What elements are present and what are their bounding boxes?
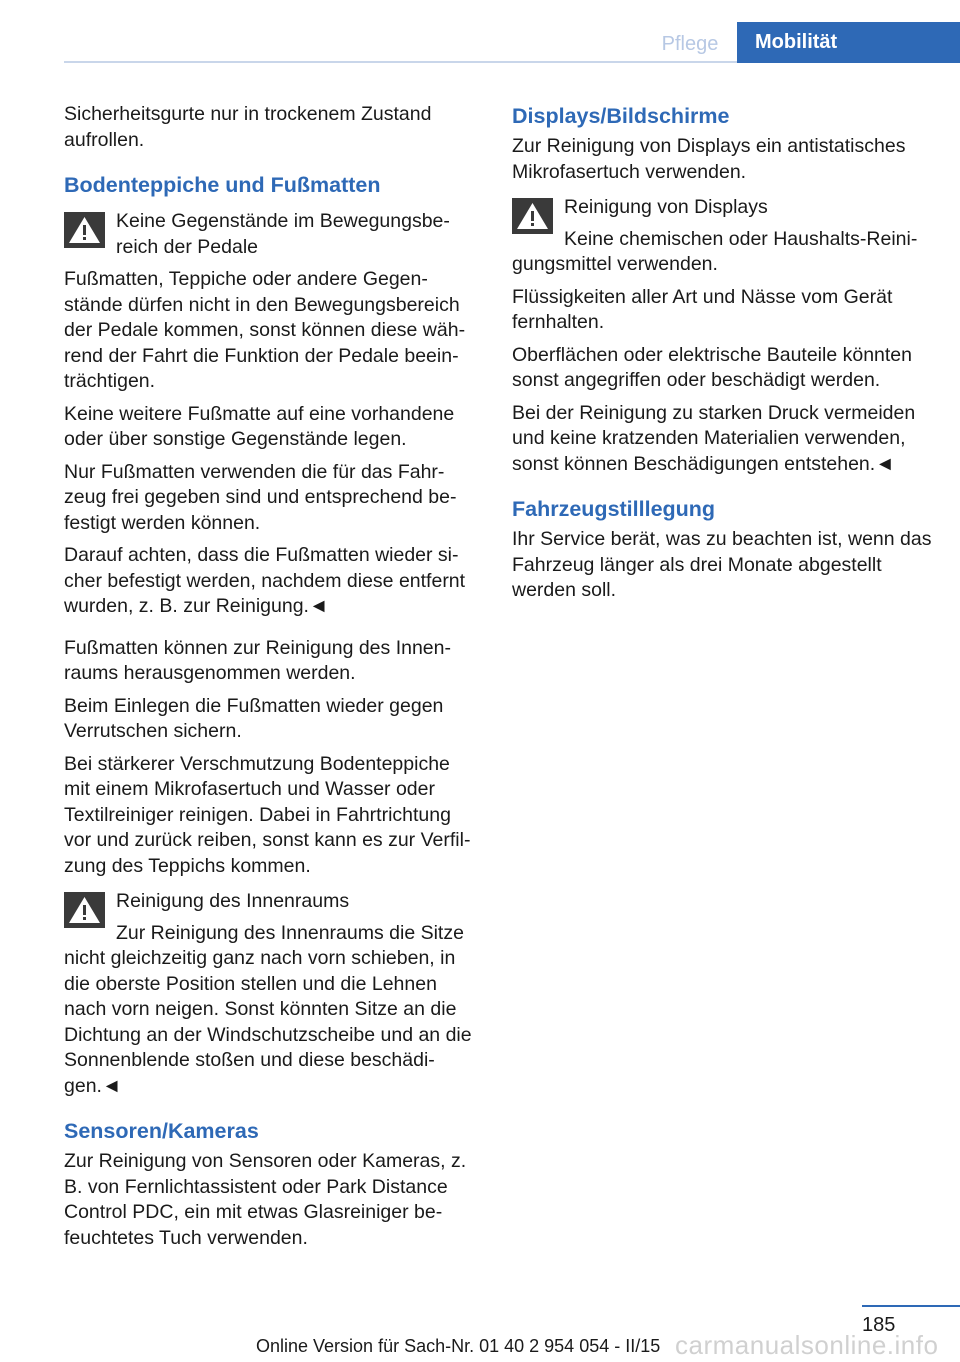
paragraph: Darauf achten, dass die Fußmatten wieder si-cher befestigt werden, nachdem diese entfernt wurden, z. B. zur Reinigung.◄ (64, 544, 466, 617)
paragraph: Zur Reinigung von Sensoren oder Kameras, z. B. von Fernlichtassistent oder Park Distance Control PDC, ein mit etwas Glasreiniger be-feuchtetes Tuch verwenden. (64, 1150, 467, 1249)
warning-lead: reich der Pedale (116, 235, 259, 258)
paragraph: Keine weitere Fußmatte auf eine vorhandene oder über sonstige Gegenstände legen. (64, 402, 455, 450)
warning-title: Reinigung des Innenraums (116, 890, 350, 912)
warning-title: Keine Gegenstände im Bewegungsbe- (116, 210, 450, 232)
left-column (64, 102, 480, 1258)
paragraph: Beim Einlegen die Fußmatten wieder gegen Verrutschen sichern. (64, 694, 444, 742)
paragraph: Fußmatten, Teppiche oder andere Gegen-stände dürfen nicht in den Bewegungsbereich der Pedale kommen, sonst können diese wäh-rend der Fahrt die Funktion der Pedale beein-trächtigen. (64, 268, 466, 392)
paragraph: nicht gleichzeitig ganz nach vorn schieben, in die oberste Position stellen und die Lehnen nach vorn neigen. Sonst könnten Sitze an die Dichtung an der Windschutzscheibe und an die Sonnenblende stoßen und diese beschädi-gen.◄ (64, 947, 472, 1097)
warning-icon (512, 198, 553, 234)
paragraph: Ihr Service berät, was zu beachten ist, wenn das Fahrzeug länger als drei Monate abgestellt werden soll. (512, 528, 932, 601)
paragraph: Oberflächen oder elektrische Bauteile könnten sonst angegriffen oder beschädigt werden. (512, 343, 912, 391)
heading-displays: Displays/Bildschirme (512, 104, 730, 128)
paragraph: Bei stärkerer Verschmutzung Bodenteppiche mit einem Mikrofasertuch und Wasser oder Textilreiniger reinigen. Dabei in Fahrtrichtung vor und zurück reiben, sonst kann es zur Verfil-zung des Teppichs kommen. (64, 752, 471, 877)
paragraph: Nur Fußmatten verwenden die für das Fahr-zeug frei gegeben sind und entsprechend be-festigt werden können. (64, 460, 457, 534)
footer-rule (862, 1305, 960, 1307)
warning-title: Reinigung von Displays (564, 196, 768, 218)
watermark: carmanualsonline.info (675, 1330, 939, 1360)
warning-lead: Zur Reinigung des Innenraums die Sitze (116, 921, 464, 944)
warning-lead: Keine chemischen oder Haushalts-Reini- (564, 227, 918, 250)
heading-bodenteppiche: Bodenteppiche und Fußmatten (64, 173, 381, 197)
tab-pflege[interactable]: Pflege (661, 33, 719, 55)
page-number: 185 (862, 1314, 896, 1336)
paragraph: Flüssigkeiten aller Art und Nässe vom Gerät fernhalten. (512, 285, 893, 333)
heading-stilllegung: Fahrzeugstilllegung (512, 497, 716, 521)
paragraph: gungsmittel verwenden. (512, 253, 718, 275)
paragraph: Fußmatten können zur Reinigung des Innen-raums herausgenommen werden. (64, 636, 451, 684)
heading-sensoren: Sensoren/Kameras (64, 1119, 259, 1143)
right-column (512, 102, 932, 611)
warning-icon (64, 892, 105, 928)
paragraph: Bei der Reinigung zu starken Druck vermeiden und keine kratzenden Materialien verwenden, sonst können Beschädigungen entstehen.◄ (512, 401, 916, 475)
warning-displays (512, 195, 932, 252)
paragraph: Zur Reinigung von Displays ein antistatisches Mikrofasertuch verwenden. (512, 135, 906, 183)
warning-icon (64, 212, 105, 248)
warning-innenraum (64, 889, 480, 946)
footer-version: Online Version für Sach-Nr. 01 40 2 954 054 - II/15 (256, 1336, 661, 1356)
paragraph-gurte: Sicherheitsgurte nur in trockenem Zustand aufrollen. (64, 103, 432, 151)
tab-mobilitaet[interactable]: Mobilität (737, 22, 960, 63)
warning-pedale (64, 209, 480, 260)
